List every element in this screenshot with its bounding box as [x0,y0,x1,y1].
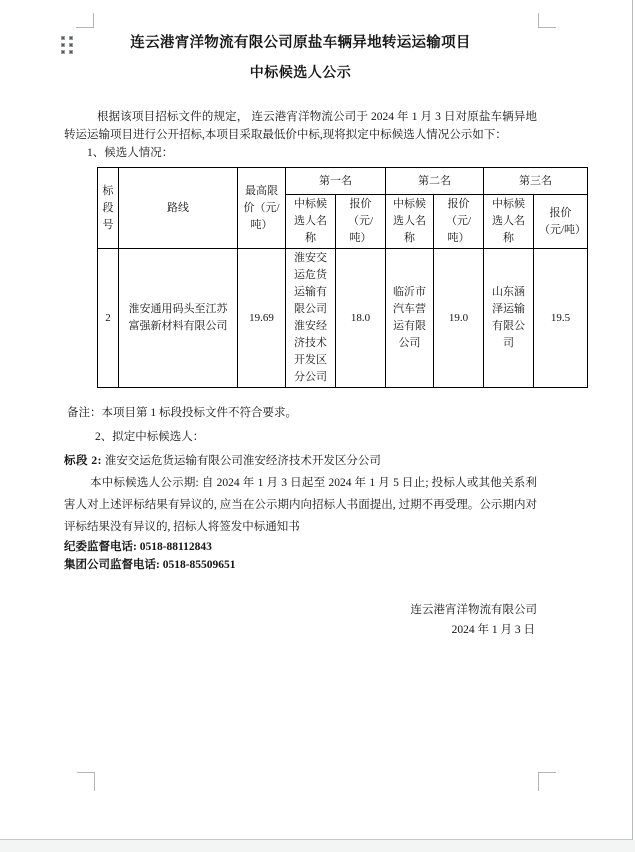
header-bid-price: 报价（元/吨） [434,195,484,249]
signature-date: 2024 年 1 月 3 日 [451,624,535,636]
crop-mark-top-right-icon [538,13,556,28]
document-title-line1: 连云港宵洋物流有限公司原盐车辆异地转运运输项目 [130,35,471,51]
bid-candidates-table [97,167,588,388]
header-rank1: 第一名 [286,168,386,195]
header-max-price: 最高限价（元/吨） [238,168,286,249]
winner-name: 淮安交运危货运输有限公司淮安经济技术开发区分公司 [104,455,381,467]
cell-max-price: 19.69 [238,249,286,388]
list-item-1: 1、候选人情况： [87,147,174,159]
cell-route: 淮安通用码头至江苏富强新材料有限公司 [119,249,238,388]
cell-rank1-name: 淮安交运危货运输有限公司淮安经济技术开发区分公司 [286,249,336,388]
header-bid-price: 报价（元/吨） [534,195,588,249]
signature-company: 连云港宵洋物流有限公司 [410,604,537,616]
header-route: 路线 [119,168,238,249]
cell-rank3-name: 山东涵泽运输有限公司 [484,249,534,388]
crop-mark-bottom-left-icon [77,772,95,791]
list-item-2: 2、拟定中标候选人： [95,431,205,443]
document-content [64,0,587,639]
cell-section-number: 2 [98,249,119,388]
header-candidate-name: 中标候选人名称 [386,195,434,249]
winner-label: 标段 2: [64,455,102,467]
discipline-phone-line: 纪委监督电话: 0518-88112843 [64,541,212,553]
publicity-paragraph: 本中标候选人公示期: 自 2024 年 1 月 3 日起至 2024 年 1 月 5 日止; 投标人或其他关系利害人对上述评标结果有异议的, 应当在公示期内向招标人书面提出, 过期不再受理。公示期内对评标结果没有异议的, 招标人将签发中标通知书 [64,477,537,533]
winner-line [64,452,537,470]
header-candidate-name: 中标候选人名称 [286,195,336,249]
cell-rank2-price: 19.0 [434,249,484,388]
group-phone-line: 集团公司监督电话: 0518-85509651 [64,559,236,571]
cell-rank1-price: 18.0 [336,249,386,388]
crop-mark-bottom-right-icon [538,772,556,791]
intro-paragraph: 根据该项目招标文件的规定， 连云港宵洋物流公司于 2024 年 1 月 3 日对原盐车辆异地转运运输项目进行公开招标,本项目采取最低价中标,现将拟定中标候选人情况公示如下： [64,111,537,141]
document-title-line2: 中标候选人公示 [249,66,352,81]
header-candidate-name: 中标候选人名称 [484,195,534,249]
table-row [98,249,588,388]
header-bid-price: 报价（元/吨） [336,195,386,249]
app-background-strip [0,840,635,852]
cell-rank3-price: 19.5 [534,249,588,388]
header-section-number: 标段号 [98,168,119,249]
header-rank3: 第三名 [484,168,588,195]
cell-rank2-name: 临沂市汽车营运有限公司 [386,249,434,388]
note-paragraph: 备注：本项目第 1 标段投标文件不符合要求。 [67,407,297,419]
header-rank2: 第二名 [386,168,484,195]
